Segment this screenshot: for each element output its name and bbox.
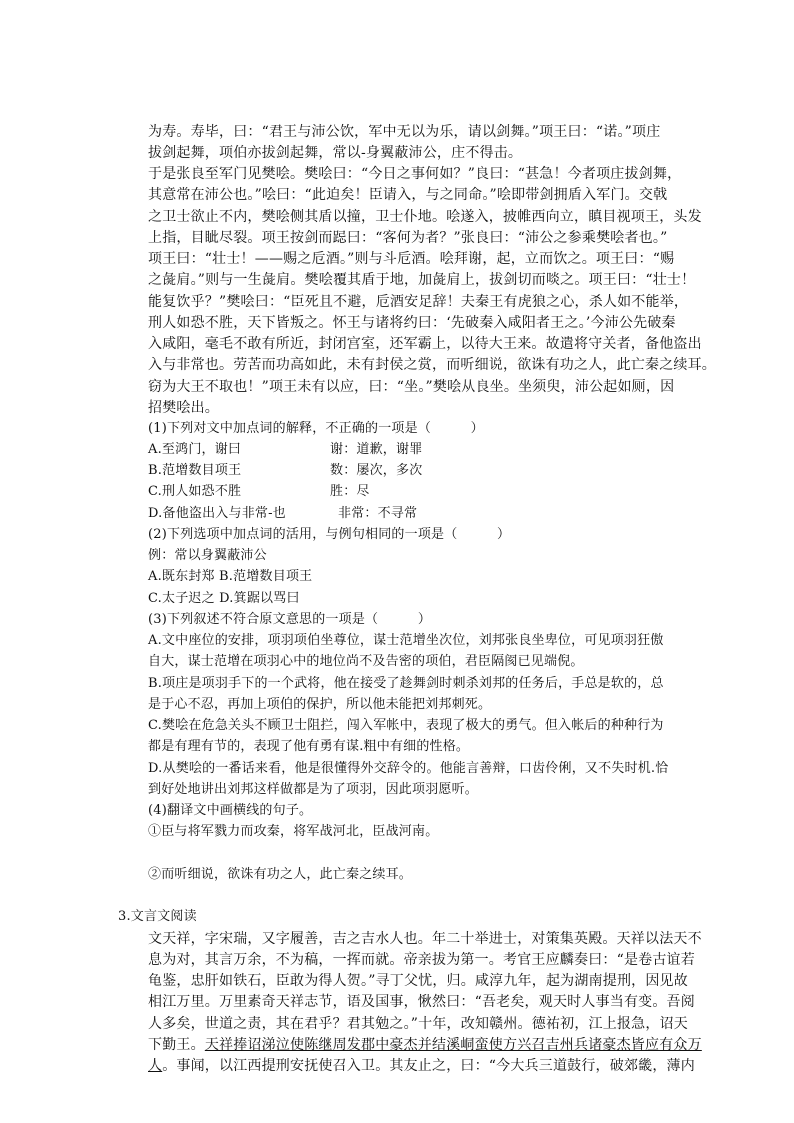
q3-option-line: B.项庄是项羽手下的一个武将，他在接受了趁舞剑时刺杀刘邦的任务后，手总是软的，总 [148,676,664,691]
passage-line: 入咸阳，毫毛不敢有所近，封闭宫室，还军霸上，以待大王来。故遣将守关者，备他盗出 [148,336,702,352]
section-3-text: 下勤王。 [148,1037,205,1053]
q1-option-d-left: D.备他盗出入与非常-也 [148,506,286,521]
q1-option-a-right: 谢：道歉，谢罪 [330,442,423,457]
q1-option-c-right: 胜：尽 [330,484,370,499]
section-3-line: 人多矣，世道之责，其在君乎？君其勉之。”十年，改知赣州。德祐初，江上报急，诏天 [148,1016,688,1032]
q4-sentence-2: ②而听细说，欲诛有功之人，此亡秦之续耳。 [148,867,413,882]
passage-line: 其意常在沛公也。”哙曰：“此迫矣！臣请入，与之同命。”哙即带剑拥盾入军门。交戟 [148,187,668,203]
passage-line: 招樊哙出。 [148,400,219,416]
q3-option-line: 都是有理有节的，表现了他有勇有谋.粗中有细的性格。 [148,739,470,754]
q1-option-b-right: 数：屡次，多次 [330,463,423,478]
underlined-sentence-end: 人 [148,1058,163,1074]
q3-option-line: D.从樊哙的一番话来看，他是很懂得外交辞令的。他能言善辩，口齿伶俐，又不失时机.恰 [148,761,669,776]
q3-option-line: 到好处地讲出刘邦这样做都是为了项羽，因此项羽愿听。 [148,782,479,797]
section-3-line-underline-row [148,1036,702,1054]
q1-option-b-left: B.范增数目项王 [148,463,242,478]
q1-option-c-left: C.刑人如恐不胜 [148,484,242,499]
q3-option-line: A.文中座位的安排，项羽项伯坐尊位，谋士范增坐次位，刘邦张良坐卑位，可见项羽狂傲 [148,633,664,648]
section-3-text: 。事闻，以江西提刑安抚使召入卫。其友止之，曰：“今大兵三道鼓行，破郊畿，薄内 [162,1058,695,1074]
passage-line: 窃为大王不取也！”项王未有以应，曰：“坐。”樊哙从良坐。坐须臾，沛公起如厕，因 [148,379,675,395]
passage-line: 拔剑起舞，项伯亦拔剑起舞，常以-身翼蔽沛公，庄不得击。 [148,145,523,161]
passage-line: 项王曰：“壮士！——赐之卮酒。”则与斗卮酒。哙拜谢，起，立而饮之。项王曰：“赐 [148,251,675,267]
q4-sentence-1: ①臣与将军戮力而攻秦，将军战河北，臣战河南。 [148,824,439,839]
underlined-sentence: 天祥捧诏涕泣使陈继周发郡中豪杰并结溪峒蛮使方兴召吉州兵诸豪杰皆应有众万 [204,1037,702,1053]
passage-line: 刑人如恐不胜，天下皆叛之。怀王与诸将约曰：‘先破秦入咸阳者王之。’今沛公先破秦 [148,315,676,331]
question-4-stem: (4)翻译文中画横线的句子。 [148,803,313,818]
section-3-heading: 3.文言文阅读 [118,909,197,924]
passage-line: 之卫士欲止不内，樊哙侧其盾以撞，卫士仆地。哙遂入，披帷西向立，瞋目视项王，头发 [148,209,702,225]
q3-option-line: 是于心不忍，再加上项伯的保护，所以他未能把刘邦刺死。 [148,697,492,712]
question-1-stem: (1)下列对文中加点词的解释，不正确的一项是（ ） [148,421,484,436]
section-3-line: 相江万里。万里素奇天祥志节，语及国事，愀然曰：“吾老矣，观天时人事当有变。吾阅 [148,994,695,1010]
q2-options-cd: C.太子迟之 D.箕踞以骂曰 [148,591,300,606]
passage-line: 之彘肩。”则与一生彘肩。樊哙覆其盾于地，加彘肩上，拔剑切而啖之。项王曰：“壮士！ [148,272,696,288]
q3-option-line: C.樊哙在危急关头不顾卫士阻拦，闯入军帐中，表现了极大的勇气。但入帐后的种种行为 [148,718,664,733]
question-3-stem: (3)下列叙述不符合原文意思的一项是（ ） [148,612,432,627]
q1-option-d-right: 非常：不寻常 [338,506,418,521]
q2-options-ab: A.既东封郑 B.范增数目项王 [148,569,313,584]
passage-line: 能复饮乎？”樊哙曰：“臣死且不避，卮酒安足辞！夫秦王有虎狼之心，杀人如不能举， [148,294,689,310]
passage-line: 于是张良至军门见樊哙。樊哙曰：“今日之事何如？”良曰：“甚急！今者项庄拔剑舞， [148,166,682,182]
section-3-line: 文天祥，字宋瑞，又字履善，吉之吉水人也。年二十举进士，对策集英殿。天祥以法天不 [148,931,702,947]
passage-line: 入与非常也。劳苦而功高如此，未有封侯之赏，而听细说，欲诛有功之人，此亡秦之续耳。 [148,357,716,373]
section-3-line: 息为对，其言万余，不为稿，一挥而就。帝亲拔为第一。考官王应麟奏曰：“是卷古谊若 [148,952,695,968]
q3-option-line: 自大，谋士范增在项羽心中的地位尚不及告密的项伯，君臣隔阂已见端倪。 [148,654,584,669]
q1-option-a-left: A.至鸿门，谢曰 [148,442,242,457]
passage-line: 上指，目眦尽裂。项王按剑而跽曰：“客何为者？”张良曰：“沛公之参乘樊哙者也。” [148,230,668,246]
q2-example: 例：常以身翼蔽沛公 [148,548,267,563]
question-2-stem: (2)下列选项中加点词的活用，与例句相同的一项是（ ） [148,527,511,542]
section-3-line: 龟鉴，忠肝如铁石，臣敢为得人贺。”寻丁父忧，归。咸淳九年，起为湖南提刑，因见故 [148,973,688,989]
passage-line: 为寿。寿毕，曰：“君王与沛公饮，军中无以为乐，请以剑舞。”项王曰：“诺。”项庄 [148,124,661,140]
section-3-line-tail-row [148,1057,695,1075]
